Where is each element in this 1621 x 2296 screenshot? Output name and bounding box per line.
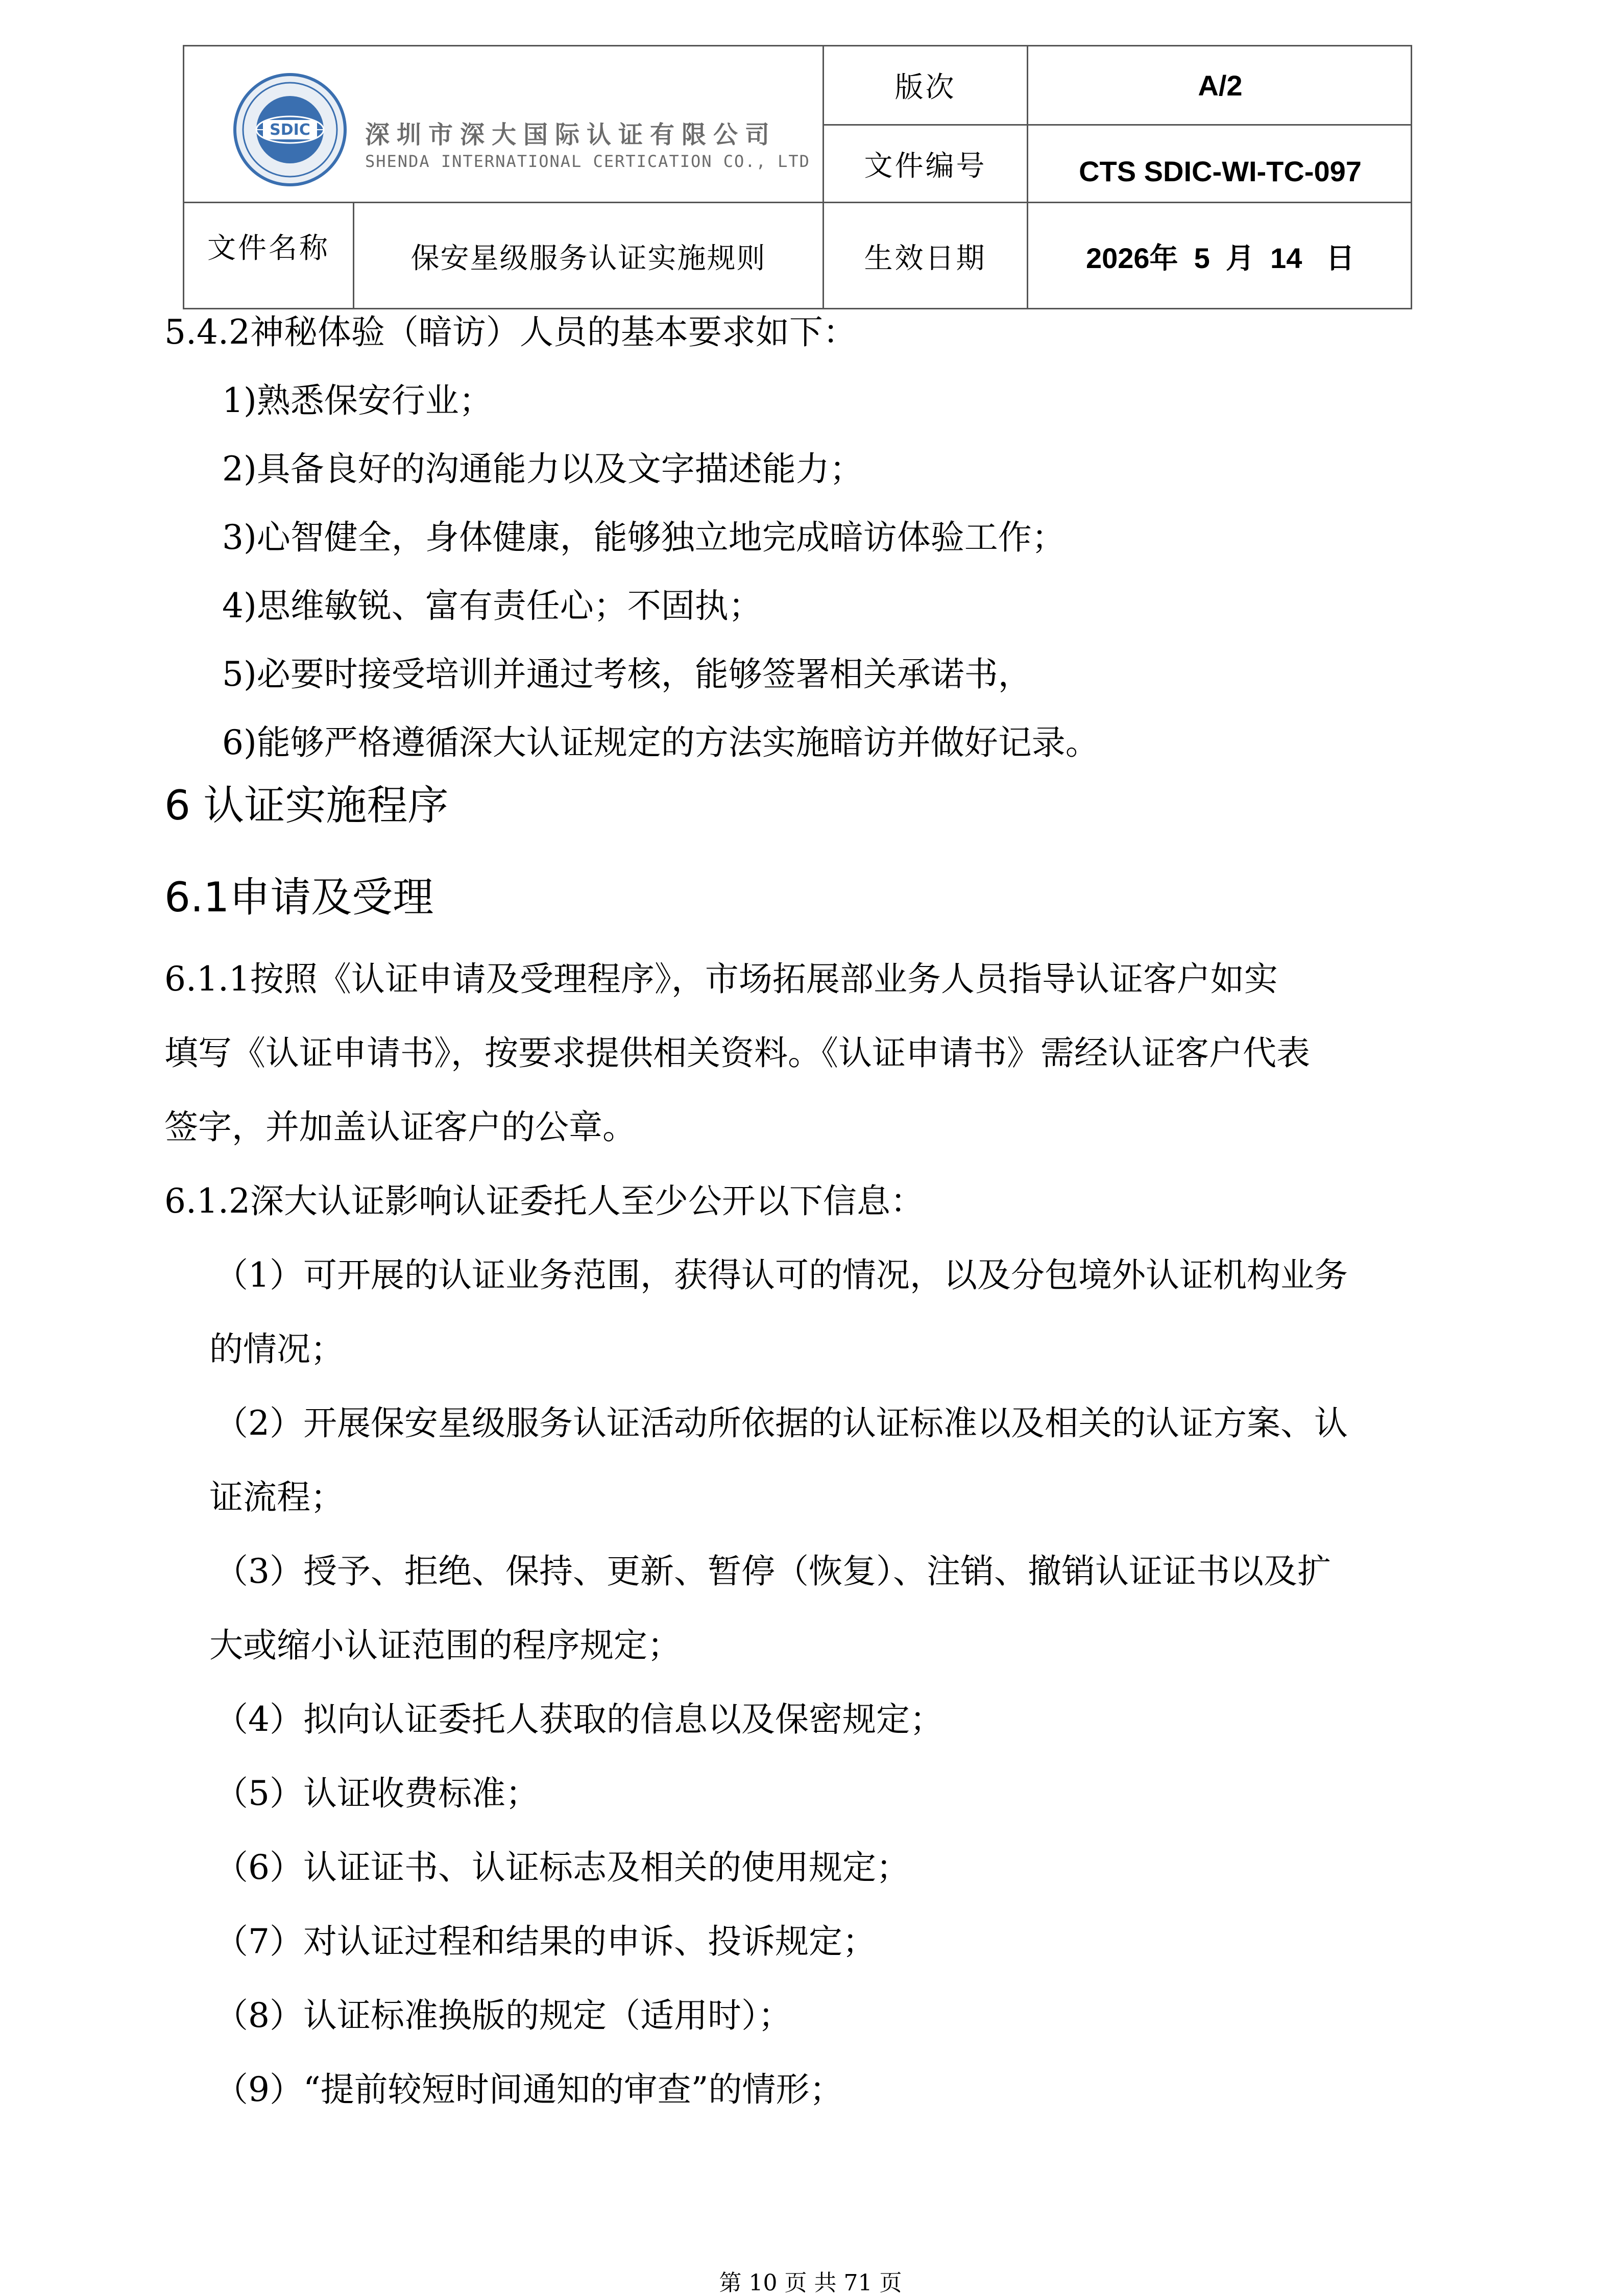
list-item: （6）认证证书、认证标志及相关的使用规定； xyxy=(214,1848,910,1887)
svg-text:SDIC: SDIC xyxy=(270,121,310,139)
list-item: 4)思维敏锐、富有责任心；不固执； xyxy=(222,586,762,625)
list-item: （1）可开展的认证业务范围，获得认可的情况，以及分包境外认证机构业务 xyxy=(214,1255,1348,1295)
list-item-continuation: 证流程； xyxy=(209,1478,344,1517)
list-item-continuation: 大或缩小认证范围的程序规定； xyxy=(209,1626,681,1665)
list-item: 6)能够严格遵循深大认证规定的方法实施暗访并做好记录。 xyxy=(222,723,1099,762)
list-item: 1)熟悉保安行业； xyxy=(222,381,493,420)
heading-section-6: 6 认证实施程序 xyxy=(164,782,449,829)
doc-number-value: CTS SDIC-WI-TC-097 xyxy=(1079,155,1362,187)
list-item: 3)心智健全，身体健康，能够独立地完成暗访体验工作； xyxy=(222,518,1066,557)
page-number: 第 10 页 共 71 页 xyxy=(719,2270,902,2296)
paragraph-6-1-1-line: 6.1.1按照《认证申请及受理程序》，市场拓展部业务人员指导认证客户如实 xyxy=(164,959,1278,999)
version-value: A/2 xyxy=(1198,69,1243,102)
list-item: 2)具备良好的沟通能力以及文字描述能力； xyxy=(222,449,863,489)
list-item: （8）认证标准换版的规定（适用时）； xyxy=(214,1996,792,2035)
effective-date-label: 生效日期 xyxy=(864,242,987,275)
list-item: （2）开展保安星级服务认证活动所依据的认证标准以及相关的认证方案、认 xyxy=(214,1404,1348,1443)
document-header-table xyxy=(183,45,1412,309)
paragraph-6-1-1-line: 填写《认证申请书》，按要求提供相关资料。《认证申请书》需经认证客户代表 xyxy=(164,1033,1310,1073)
list-item: （7）对认证过程和结果的申诉、投诉规定； xyxy=(214,1922,876,1961)
sdic-seal-icon xyxy=(231,71,349,188)
company-name-en: SHENDA INTERNATIONAL CERTICATION CO., LTD xyxy=(365,152,810,171)
list-item-continuation: 的情况； xyxy=(209,1330,344,1369)
list-item: （5）认证收费标准； xyxy=(214,1774,539,1813)
list-item: 5)必要时接受培训并通过考核，能够签署相关承诺书， xyxy=(222,655,1032,694)
list-item: （3）授予、拒绝、保持、更新、暂停（恢复）、注销、撤销认证证书以及扩 xyxy=(214,1552,1331,1591)
list-item: （4）拟向认证委托人获取的信息以及保密规定； xyxy=(214,1700,943,1739)
company-logo xyxy=(231,71,810,194)
effective-date-value: 2026年 5 月 14 日 xyxy=(1085,242,1355,274)
company-name-cn: 深圳市深大国际认证有限公司 xyxy=(365,120,777,149)
version-label: 版次 xyxy=(894,71,956,104)
doc-name-label: 文件名称 xyxy=(207,232,330,265)
paragraph-6-1-2: 6.1.2深大认证影响认证委托人至少公开以下信息： xyxy=(164,1181,924,1221)
doc-number-label: 文件编号 xyxy=(864,149,987,183)
list-item: （9）“提前较短时间通知的审查”的情形； xyxy=(214,2070,843,2109)
paragraph-6-1-1-line: 签字，并加盖认证客户的公章。 xyxy=(164,1107,636,1147)
section-5-4-2-title: 5.4.2神秘体验（暗访）人员的基本要求如下： xyxy=(164,312,857,352)
heading-section-6-1: 6.1申请及受理 xyxy=(164,874,434,921)
doc-name-value: 保安星级服务认证实施规则 xyxy=(410,242,766,275)
